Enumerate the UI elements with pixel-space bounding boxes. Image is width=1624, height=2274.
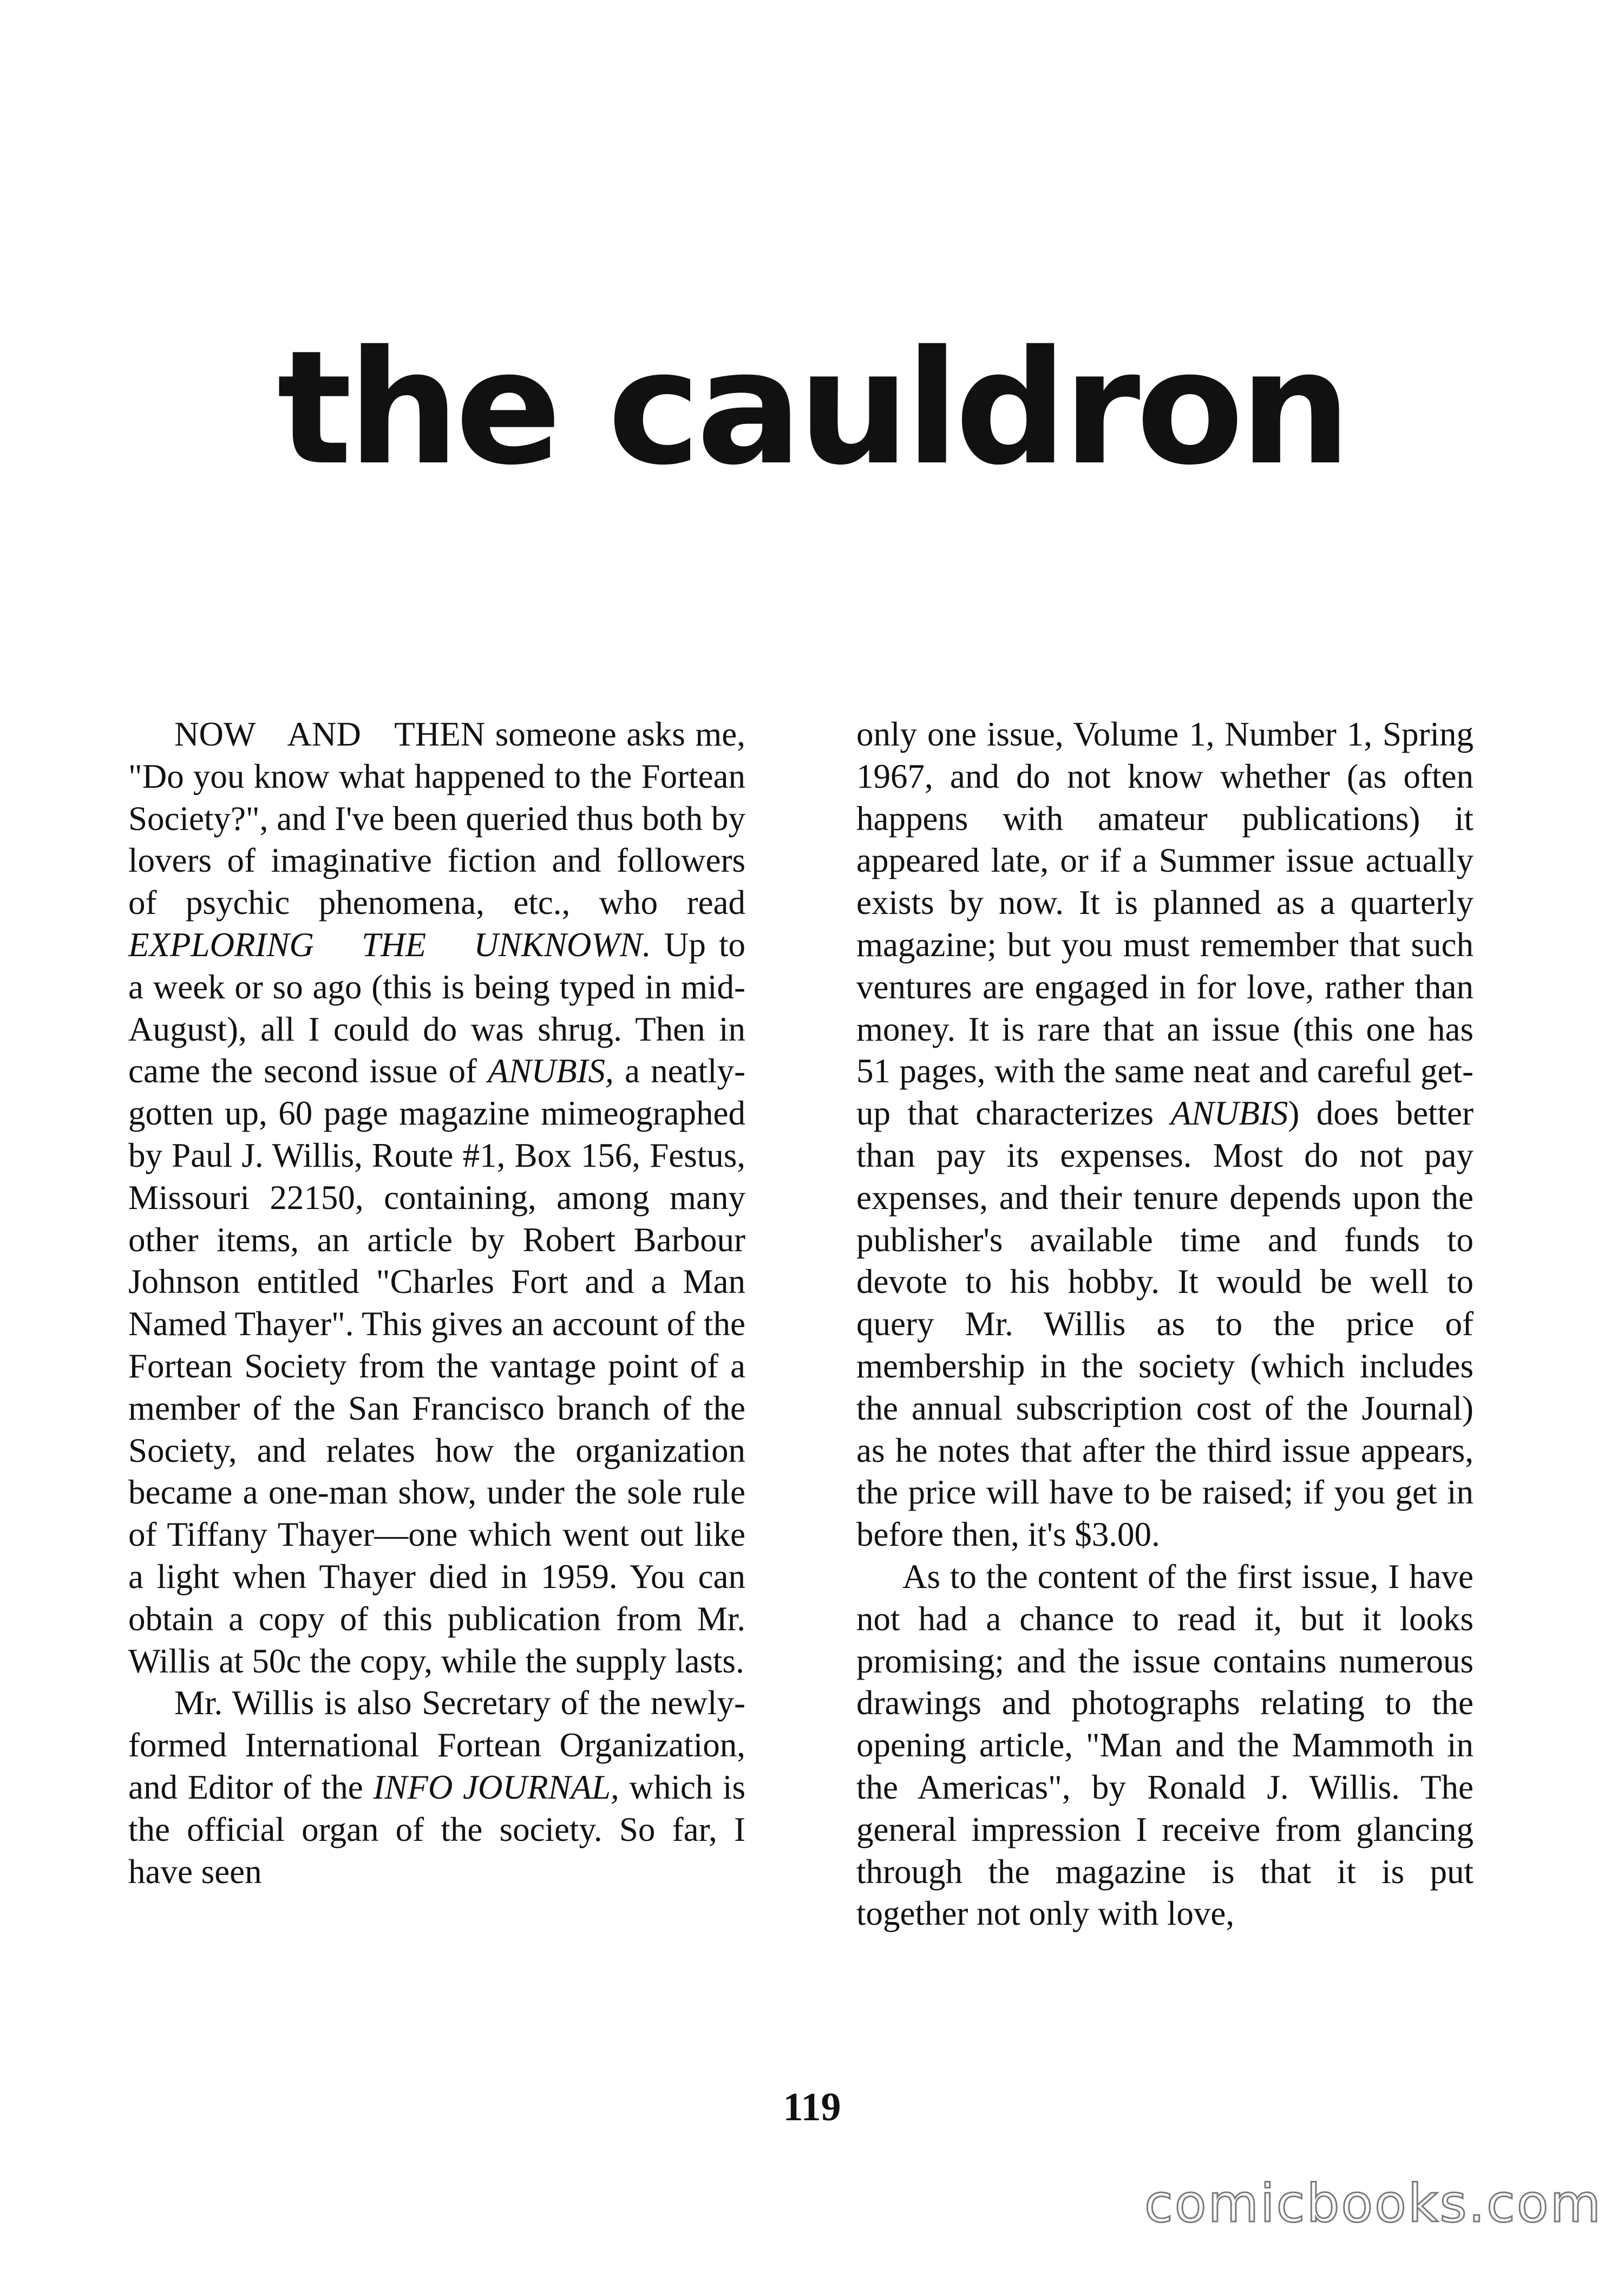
text-column-left [128,714,745,1893]
text-run: Mr. Willis is also Secretary of the newly-formed International Fortean Organization, and Editor of the [128,1684,745,1806]
magazine-title: ANUBIS [1170,1094,1288,1133]
watermark: comicbooks.com [1144,2173,1602,2234]
page-title: the cauldron [277,317,1347,500]
magazine-title: ANUBIS, [488,1052,614,1090]
text-run: ) does better than pay its expenses. Most do not pay expenses, and their tenure depends upon the publisher's available time and funds to devote to his hobby. It would be well to query Mr. Willis as to the price of membership in the society (which includes the annual subscription cost of the Journal) as he notes that after the third issue appears, the price will have to be raised; if you get in before then, it's $3.00. [856,1094,1474,1554]
text-run: As to the content of the first issue, I have not had a chance to read it, but it looks promising; and the issue contains numerous drawings and photographs relating to the opening article, "Man and the Mammoth in the Americas", by Ronald J. Willis. The general impression I receive from glancing through the magazine is that it is put together not only with love, [856,1557,1474,1933]
text-column-right [856,714,1474,1935]
magazine-title: EXPLORING THE UNKNOWN. [128,925,651,964]
text-run: which is the official organ of the society. So far, I have seen [128,1768,745,1891]
text-run: only one issue, Volume 1, Number 1, Spring 1967, and do not know whether (as often happens with amateur publications) it appeared late, or if a Summer issue actually exists by now. It is planned as a quarterly magazine; but you must remember that such ventures are engaged in for love, rather than money. It is rare that an issue (this one has 51 pages, with the same neat and careful get-up that characterizes [856,715,1474,1133]
paragraph [128,714,745,1682]
paragraph [856,714,1474,1556]
paragraph [128,1682,745,1893]
page-number: 119 [783,2085,841,2129]
text-run: someone asks me, "Do you know what happened to the Fortean Society?", and I've been queried thus both by lovers of imaginative fiction and followers of psychic phenomena, etc., who read [128,715,745,922]
paragraph-lead: NOW AND THEN [174,715,486,753]
text-run: Up to a week or so ago (this is being typed in mid-August), all I could do was shrug. Then in came the second issue of [128,925,745,1090]
paragraph [856,1556,1474,1935]
magazine-title: INFO JOURNAL, [373,1768,619,1806]
text-run: a neatly-gotten up, 60 page magazine mimeographed by Paul J. Willis, Route #1, Box 156, Festus, Missouri 22150, containing, among many other items, an article by Robert Barbour Johnson entitled "Charles Fort and a Man Named Thayer". This gives an account of the Fortean Society from the vantage point of a member of the San Francisco branch of the Society, and relates how the organization became a one-man show, under the sole rule of Tiffany Thayer—one which went out like a light when Thayer died in 1959. You can obtain a copy of this publication from Mr. Willis at 50c the copy, while the supply lasts. [128,1052,746,1680]
